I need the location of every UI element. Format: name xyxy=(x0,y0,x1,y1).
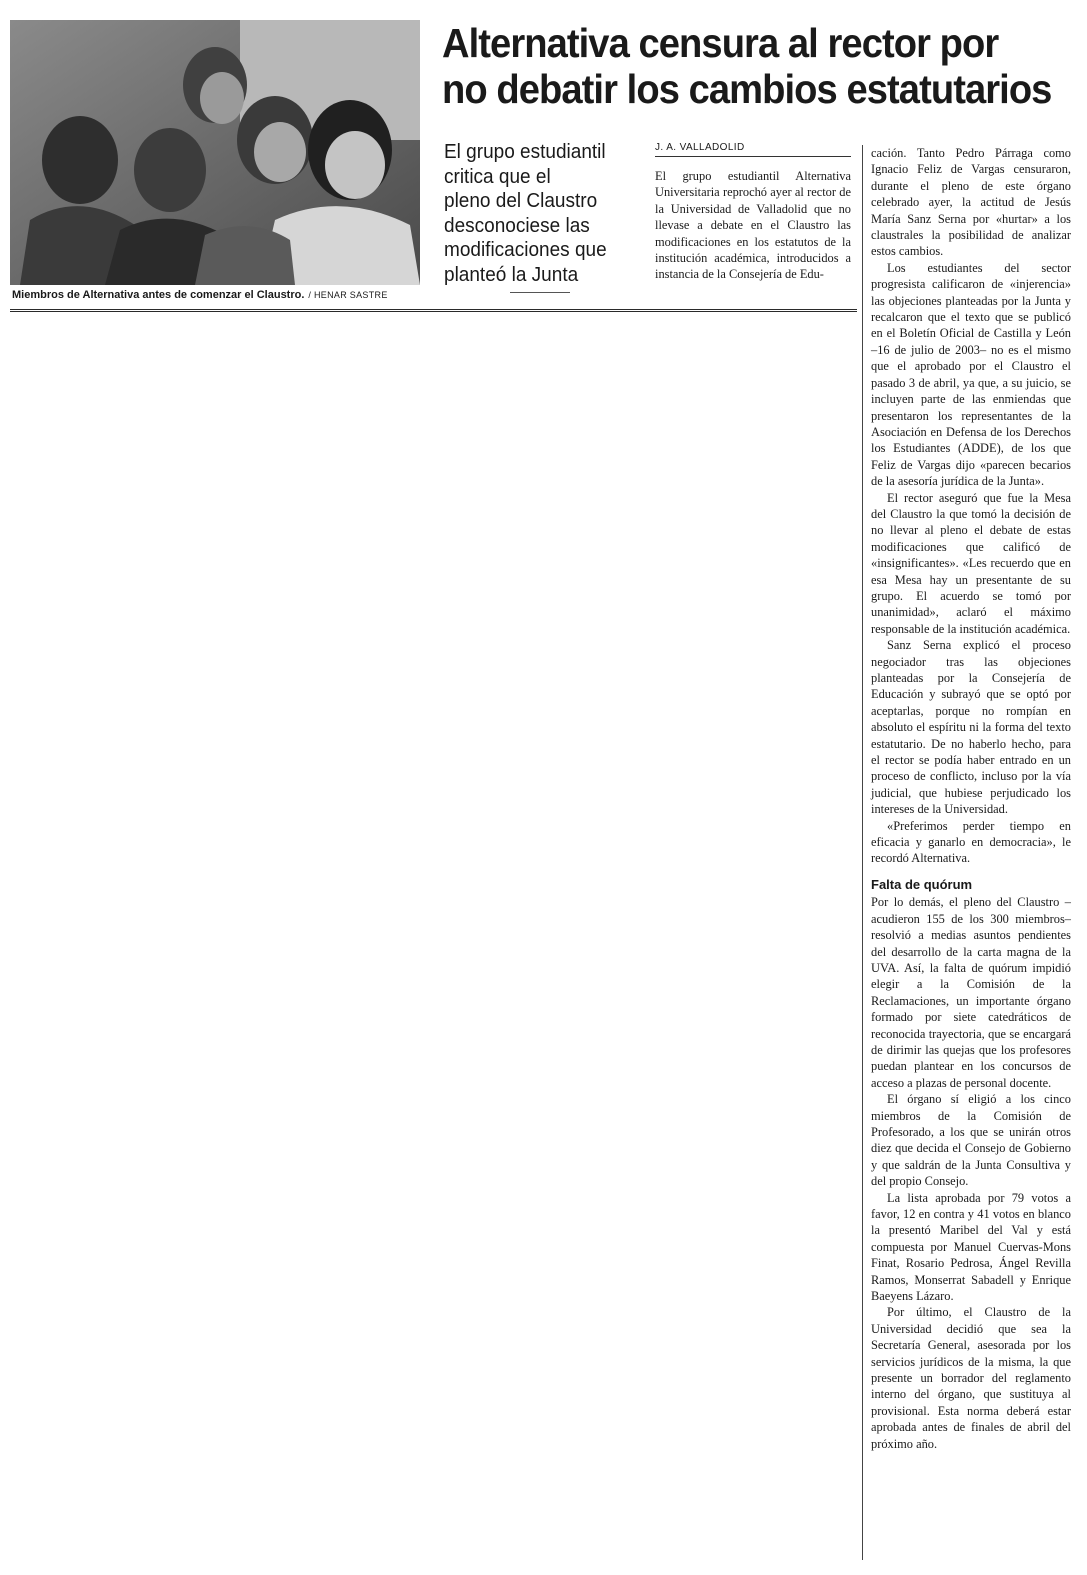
photo-image xyxy=(10,20,420,285)
news-photo xyxy=(10,20,420,285)
subhead-line: pleno del Claustro xyxy=(444,190,598,212)
subhead-line: critica que el xyxy=(444,165,551,188)
subhead-line: El grupo estudiantil xyxy=(444,141,606,163)
headline-line-2: no debatir los cambios estatutarios xyxy=(442,66,1052,112)
paragraph: El rector aseguró que fue la Mesa del Claustro la que tomó la decisión de no llevar al pleno el debate de estas modificaciones que calificó de «insignificantes». «Les recuerdo que en esa Mesa hay un presentante de su grupo. El acuerdo se tomó por unanimidad», aclaró el máximo responsable de la institución académica. xyxy=(871,490,1071,636)
headline-line-1: Alternativa censura al rector por xyxy=(442,20,999,66)
paragraph: El órgano sí eligió a los cinco miembros de la Comisión de Profesorado, a los que se unirán otros diez que decida el Consejo de Gobierno y que saldrán de la Junta Consultiva y del propio Consejo. xyxy=(871,1092,1071,1189)
byline: J. A. VALLADOLID xyxy=(655,142,851,157)
section-subheading: Falta de quórum xyxy=(871,876,973,892)
paragraph: Por último, el Claustro de la Universidad decidió que sea la Secretaría General, asesorada por los servicios jurídicos de la misma, la que presente un borrador del reglamento interno del órgano, que sustituya al provisional. Esta norma deberá estar aprobada antes de finales de abril del próximo año. xyxy=(871,1305,1071,1451)
paragraph: El grupo estudiantil Alternativa Universitaria reprochó ayer al rector de la Universidad de Valladolid que no llevase a debate en el Claustro las modificaciones en los estatutos de la institución académica, introducidos a instancia de la Consejería de Edu- xyxy=(655,169,851,282)
paragraph: Sanz Serna explicó el proceso negociador tras las objeciones planteadas por la Consejería de Educación y subrayó que se optó por aceptarlas, porque no rompían en absoluto el espíritu ni la forma del texto estatutario. De no haberlo hecho, para el rector se podía haber entrado en un proceso de conflicto, incluso por la vía judicial, que hubiese perjudicado los intereses de la Universidad. xyxy=(871,638,1071,817)
subhead-line: planteó la Junta xyxy=(444,263,579,286)
subhead-line: modificaciones que xyxy=(444,239,607,261)
paragraph: «Preferimos perder tiempo en eficacia y ganarlo en democracia», le recordó Alternativa. xyxy=(871,818,1071,866)
subheadline xyxy=(444,140,634,287)
paragraph: La lista aprobada por 79 votos a favor, 12 en contra y 41 votos en blanco la presentó Maribel del Val y está compuesta por Manuel Cuervas-Mons Finat, Rosario Pedrosa, Ángel Revilla Ramos, Monserrat Sabadell y Enrique Baeyens Lázaro. xyxy=(871,1190,1071,1304)
headline xyxy=(442,20,1052,112)
paragraph: cación. Tanto Pedro Párraga como Ignacio Feliz de Vargas censuraron, durante el pleno de este órgano celebrado ayer, la actitud de Jesús María Sanz Serna por «hurtar» a los claustrales la posibilidad de analizar estos cambios. xyxy=(871,146,1071,259)
caption-text: Miembros de Alternativa antes de comenzar el Claustro. xyxy=(12,289,305,301)
subhead-line: desconociese las xyxy=(444,214,590,237)
photo-caption xyxy=(12,286,422,304)
column-divider xyxy=(862,145,863,1560)
subhead-rule xyxy=(510,292,570,293)
paragraph: Los estudiantes del sector progresista calificaron de «injerencia» las objeciones planteadas por la Junta y recalcaron que el texto que se publicó en el Boletín Oficial de Castilla y León –16 de julio de 2003– no es el mismo que el aprobado por el Claustro el pasado 3 de abril, ya que, a su juicio, se incluyen parte de las enmiendas que presentaron los representantes de la Asociación en Defensa de los Derechos los Estudiantes (ADDE), de los que Feliz de Vargas dijo «parecen becarios de la asesoría jurídica de la Junta». xyxy=(871,260,1071,489)
caption-credit: / HENAR SASTRE xyxy=(308,290,388,300)
article-column-middle xyxy=(655,168,851,283)
paragraph: Por lo demás, el pleno del Claustro –acudieron 155 de los 300 miembros– resolvió a medias asuntos pendientes del desarrollo de la carta magna de la UVA. Así, la falta de quórum impidió elegir a la Comisión de la Reclamaciones, un importante órgano formado por siete catedráticos de reconocida trayectoria, que se encargará de dirimir las quejas que los profesores puedan plantear en los concursos de acceso a plazas de personal docente. xyxy=(871,895,1071,1090)
section-rule xyxy=(10,309,857,312)
article-column-right xyxy=(871,145,1071,1452)
